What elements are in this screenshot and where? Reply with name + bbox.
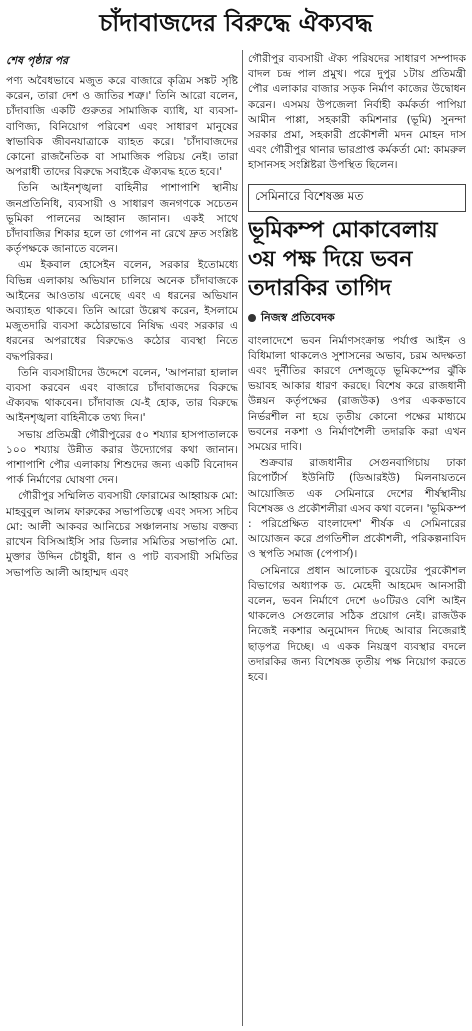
- byline-text: নিজস্ব প্রতিবেদক: [261, 310, 335, 324]
- left-paragraph: গৌরীপুর সম্মিলিত ব্যবসায়ী ফোরামের আহ্বায়ক মো: মাহবুবুল আলম ফারুকের সভাপতিত্বে এবং সদস্য সচিব মো: আলী আকবর আনিচের সঞ্চালনায় সভায় বক্তব্য রাখেন বিসিআইসি সার ডিলার সমিতির সভাপতি মো. মুক্তার উদ্দিন চৌধুরী, ধান ও পাট ব্যবসায়ী সমিতির সভাপতি আলী আহাম্মদ এবং: [6, 490, 238, 579]
- left-paragraph: এম ইকবাল হোসেইন বলেন, সরকার ইতোমধ্যে বিভিন্ন এলাকায় অভিযান চালিয়ে অনেক চাঁদাবাজকে আইনের আওতায় এনেছে এবং এ ধরনের অভিযান অব্যাহত থাকবে। তিনি আরো উল্লেখ করেন, ইসলামে মজুতদারি ব্যবসা কঠোরভাবে নিষিদ্ধ এবং সরকার এ ধরনের অপরাধের বিরুদ্ধেও কঠোর ব্যবস্থা নিতে বদ্ধপরিকর।: [6, 259, 238, 363]
- byline: [248, 309, 466, 328]
- left-paragraph: তিনি ব্যবসায়ীদের উদ্দেশে বলেন, 'আপনারা হালাল ব্যবসা করবেন এবং বাজারে চাঁদাবাজদের বিরুদ্ধে ঐক্যবদ্ধ থাকবেন। চাঁদাবাজ যে-ই হোক, তার বিরুদ্ধে আইনশৃঙ্খলা বাহিনীকে তথ্য দিন।': [6, 366, 238, 425]
- continued-label: শেষ পৃষ্ঠার পর: [6, 54, 69, 67]
- sub-story-banner: সেমিনারে বিশেষজ্ঞ মত: [248, 184, 466, 212]
- left-paragraph: পণ্য অবৈধভাবে মজুত করে বাজারে কৃত্রিম সঙ্কট সৃষ্টি করেন, তারা দেশ ও জাতির শত্রু।' তিনি আরো বলেন, চাঁদাবাজি একটি গুরুতর সামাজিক ব্যাধি, যা ব্যবসা-বাণিজ্য, বিনিয়োগ পরিবেশ এবং সাধারণ মানুষের স্বাভাবিক জীবনযাত্রাকে ব্যাহত করে। 'চাঁদাবাজদের কোনো রাজনৈতিক বা সামাজিক পরিচয় নেই। তারা অপরাধী তাদের বিরুদ্ধে সবাইকে ঐক্যবদ্ধ হতে হবে।': [6, 75, 238, 179]
- left-column: [6, 52, 238, 1027]
- left-paragraph: সভায় প্রতিমন্ত্রী গৌরীপুরের ৫০ শয্যার হাসপাতালকে ১০০ শয্যায় উন্নীত করার উদ্যোগের কথা জানান। পাশাপাশি পৌর এলাকায় শিশুদের জন্য একটি বিনোদন পার্ক নির্মাণের ঘোষণা দেন।: [6, 428, 238, 487]
- right-paragraph: বাংলাদেশে ভবন নির্মাণসংক্রান্ত পর্যাপ্ত আইন ও বিধিমালা থাকলেও সুশাসনের অভাব, চরম অদক্ষতা এবং দুর্নীতির কারণে দেশজুড়ে ভূমিকম্পের ঝুঁকি ভয়াবহ আকার ধারণ করছে। বিশেষ করে রাজধানী উন্নয়ন কর্তৃপক্ষের (রাজউক) ওপর এককভাবে নির্ভরশীল না হয়ে তৃতীয় কোনো পক্ষের মাধ্যমে ভবনের নকশা ও নির্মাণশৈলী তদারকি করা এখন সময়ের দাবি।: [248, 334, 466, 454]
- main-headline: চাঁদাবাজদের বিরুদ্ধে ঐক্যবদ্ধ: [99, 9, 373, 37]
- left-paragraph: তিনি আইনশৃঙ্খলা বাহিনীর পাশাপাশি স্থানীয় জনপ্রতিনিধি, ব্যবসায়ী ও সাধারণ জনগণকে সচেতন ভূমিকা পালনের আহ্বান জানান। একই সাথে চাঁদাবাজির শিকার হলে তা গোপন না রেখে দ্রুত সংশ্লিষ্ট কর্তৃপক্ষকে জানাতে বলেন।: [6, 182, 238, 256]
- right-column: [248, 52, 466, 1027]
- sub-story-headline: ভূমিকম্প মোকাবেলায় ৩য় পক্ষ দিয়ে ভবন তদারকির তাগিদ: [248, 217, 438, 301]
- bullet-icon: [248, 314, 256, 322]
- continuation-paragraph: গৌরীপুর ব্যবসায়ী ঐক্য পরিষদের সাধারণ সম্পাদক বাদল চন্দ্র পাল প্রমুখ। পরে দুপুর ১টায় প্রতিমন্ত্রী পৌর এলাকার বাজার সড়ক নির্মাণ কাজের উদ্বোধন করেন। এসময় উপজেলা নির্বাহী কর্মকর্তা পাপিয়া আমীন পাপ্পা, সহকারী কমিশনার (ভূমি) সুনন্দা সরকার প্রমা, সহকারী প্রকৌশলী মদন মোহন দাস এবং গৌরীপুর থানার ভারপ্রাপ্ত কর্মকর্তা মো: কামরুল হাসানসহ সংশ্লিষ্টরা উপস্থিত ছিলেন।: [248, 53, 466, 172]
- right-paragraph: সেমিনারে প্রধান আলোচক বুয়েটের পুরকৌশল বিভাগের অধ্যাপক ড. মেহেদী আহমেদ আনসারী বলেন, ভবন নির্মাণে দেশে ৬০টিরও বেশি আইন থাকলেও সেগুলোর সঠিক প্রয়োগ নেই। রাজউক নিজেই নকশার অনুমোদন দিচ্ছে আবার নিজেরাই ছাড়পত্র দিচ্ছে। এ একক নিয়ন্ত্রণ ব্যবস্থার বদলে তদারকির জন্য বিশেষজ্ঞ তৃতীয় পক্ষ নিয়োগ করতে হবে।: [248, 564, 466, 684]
- right-paragraph: শুক্রবার রাজধানীর সেগুনবাগিচায় ঢাকা রিপোর্টার্স ইউনিটি (ডিআরইউ) মিলনায়তনে আয়োজিত এক সেমিনারে দেশের শীর্ষস্থানীয় বিশেষজ্ঞ ও প্রকৌশলীরা এসব কথা বলেন। 'ভূমিকম্প : পরিপ্রেক্ষিত বাংলাদেশ' শীর্ষক এ সেমিনারের আয়োজন করে প্রগতিশীল প্রকৌশলী, পরিকল্পনাবিদ ও স্থপতি সমাজ (পেপার্স)।: [248, 457, 466, 561]
- column-divider: [242, 50, 243, 1026]
